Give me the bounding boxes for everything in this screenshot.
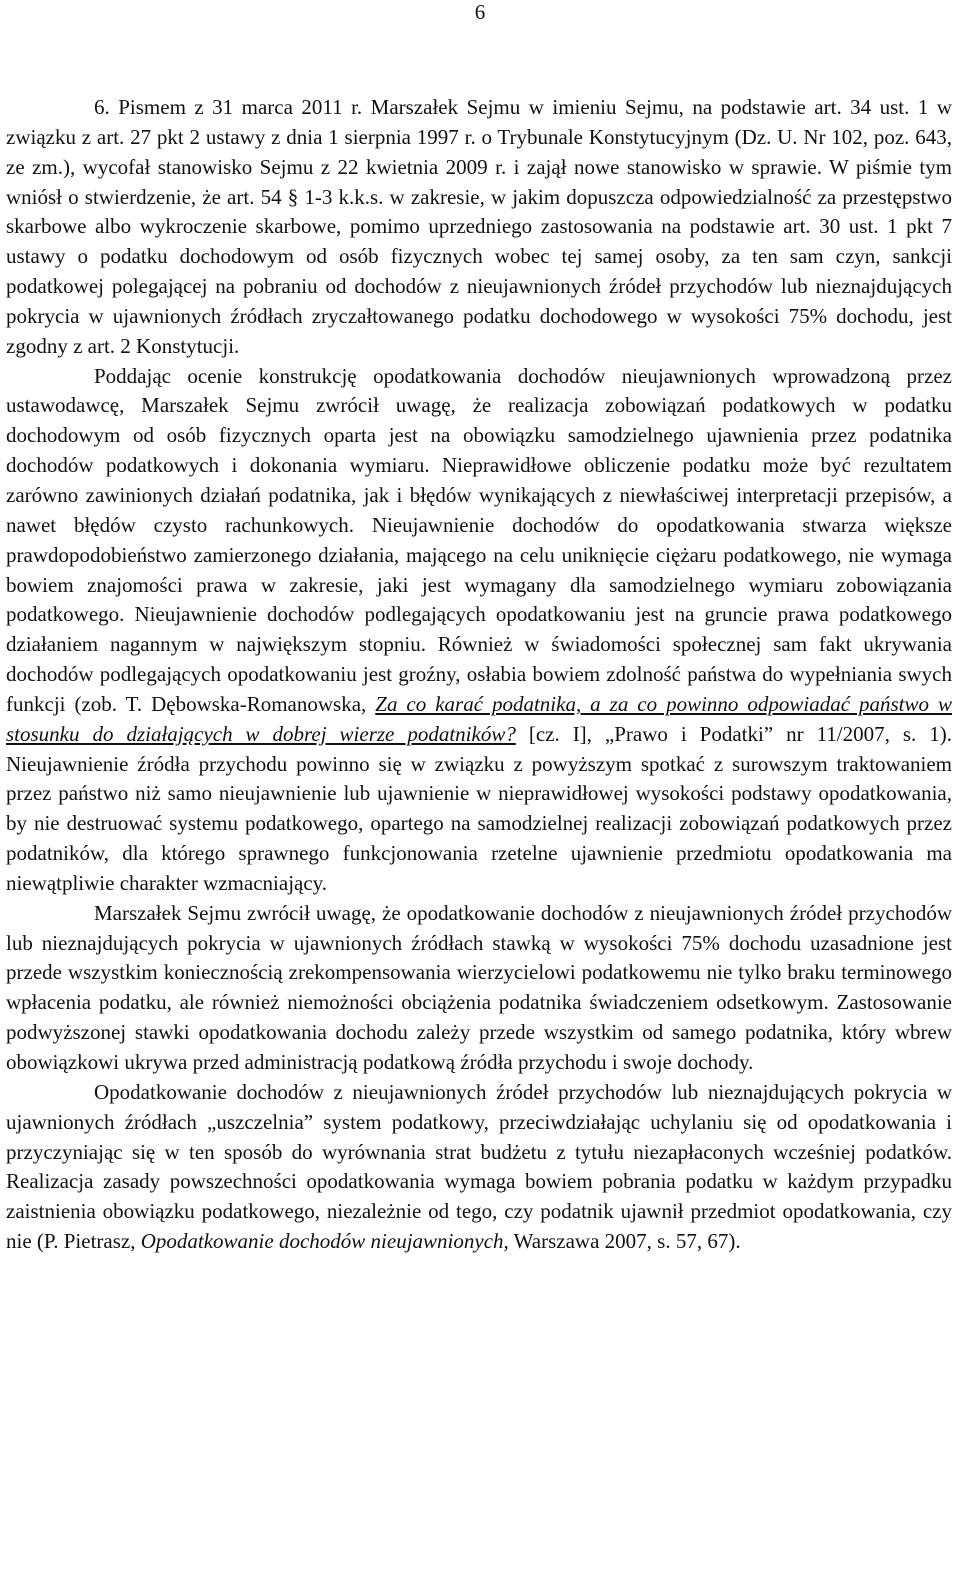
paragraph-2-text-a: Poddając ocenie konstrukcję opodatkowania dochodów nieujawnionych wprowadzoną przez ustawodawcę, Marszałek Sejmu zwrócił uwagę, że realizacja zobowiązań podatkowych w podatku dochodowym od osób fizycznych oparta jest na obowiązku samodzielnego ujawnienia przez podatnika dochodów podatkowych i dokonania wymiaru. Nieprawidłowe obliczenie podatku może być rezultatem zarówno zawinionych działań podatnika, jak i błędów wynikających z niewłaściwej interpretacji przepisów, a nawet błędów czysto rachunkowych. Nieujawnienie dochodów do opodatkowania stwarza większe prawdopodobieństwo zamierzonego działania, mającego na celu uniknięcie ciężaru podatkowego, nie wymaga bowiem znajomości prawa w zakresie, jaki jest wymagany dla samodzielnego wymiaru zobowiązania podatkowego. Nieujawnienie dochodów podlegających opodatkowaniu jest na gruncie prawa podatkowego działaniem nagannym w największym stopniu. Również w świadomości społecznej sam fakt ukrywania dochodów podlegających opodatkowaniu jest groźny, osłabia bowiem zdolność państwa do wypełniania swych funkcji (zob. T. Dębowska-Romanowska,: [6, 363, 952, 716]
paragraph-2: [6, 362, 952, 899]
paragraph-2-text-b: [cz. I], „Prawo i Podatki” nr 11/2007, s. 1). Nieujawnienie źródła przychodu powinno się w związku z powyższym spotkać z surowszym traktowaniem przez państwo niż samo nieujawnienie lub ujawnienie w nieprawidłowej wysokości podstawy opodatkowania, by nie destruować systemu podatkowego, opartego na samodzielnej realizacji zobowiązań podatkowych przez podatników, dla którego sprawnego funkcjonowania rzetelne ujawnienie przedmiotu opodatkowania ma niewątpliwie charakter wzmacniający.: [6, 721, 952, 895]
paragraph-4-text-a: Opodatkowanie dochodów z nieujawnionych źródeł przychodów lub nieznajdujących pokrycia w ujawnionych źródłach „uszczelnia” system podatkowy, przeciwdziałając uchylaniu się od opodatkowania i przyczyniając się w ten sposób do wyrównania strat budżetu z tytułu niezapłaconych wcześniej podatków. Realizacja zasady powszechności opodatkowania wymaga bowiem pobrania podatku w każdym przypadku zaistnienia obowiązku podatkowego, niezależnie od tego, czy podatnik ujawnił przedmiot opodatkowania, czy nie (P. Pietrasz,: [6, 1079, 952, 1254]
document-body: [6, 93, 952, 1257]
paragraph-4-citation-title: Opodatkowanie dochodów nieujawnionych,: [140, 1229, 509, 1254]
page-number: 6: [474, 0, 486, 24]
paragraph-4: [6, 1078, 952, 1257]
paragraph-3: Marszałek Sejmu zwrócił uwagę, że opodatkowanie dochodów z nieujawnionych źródeł przychodów lub nieznajdujących pokrycia w ujawnionych źródłach stawką w wysokości 75% dochodu uzasadnione jest przede wszystkim koniecznością zrekompensowania wierzycielowi podatkowemu nie tylko braku terminowego wpłacenia podatku, ale również niemożności obciążenia podatnika świadczeniem odsetkowym. Zastosowanie podwyższonej stawki opodatkowania dochodu zależy przede wszystkim od samego podatnika, który wbrew obowiązkowi ukrywa przed administracją podatkową źródła przychodu i swoje dochody.: [6, 900, 952, 1074]
paragraph-2-citation-title: Za co karać podatnika, a za co powinno odpowiadać państwo w stosunku do działających w dobrej wierze podatników?: [6, 691, 952, 746]
paragraph-1: 6. Pismem z 31 marca 2011 r. Marszałek Sejmu w imieniu Sejmu, na podstawie art. 34 ust. 1 w związku z art. 27 pkt 2 ustawy z dnia 1 sierpnia 1997 r. o Trybunale Konstytucyjnym (Dz. U. Nr 102, poz. 643, ze zm.), wycofał stanowisko Sejmu z 22 kwietnia 2009 r. i zajął nowe stanowisko w sprawie. W piśmie tym wniósł o stwierdzenie, że art. 54 § 1-3 k.k.s. w zakresie, w jakim dopuszcza odpowiedzialność za przestępstwo skarbowe albo wykroczenie skarbowe, pomimo uprzedniego zastosowania na podstawie art. 30 ust. 1 pkt 7 ustawy o podatku dochodowym od osób fizycznych wobec tej samej osoby, za ten sam czyn, sankcji podatkowej polegającej na pobraniu od dochodów z nieujawnionych źródeł przychodów lub nieznajdujących pokrycia w ujawnionych źródłach zryczałtowanego podatku dochodowego w wysokości 75% dochodu, jest zgodny z art. 2 Konstytucji.: [6, 95, 952, 358]
paragraph-4-text-b: Warszawa 2007, s. 57, 67).: [508, 1229, 741, 1254]
